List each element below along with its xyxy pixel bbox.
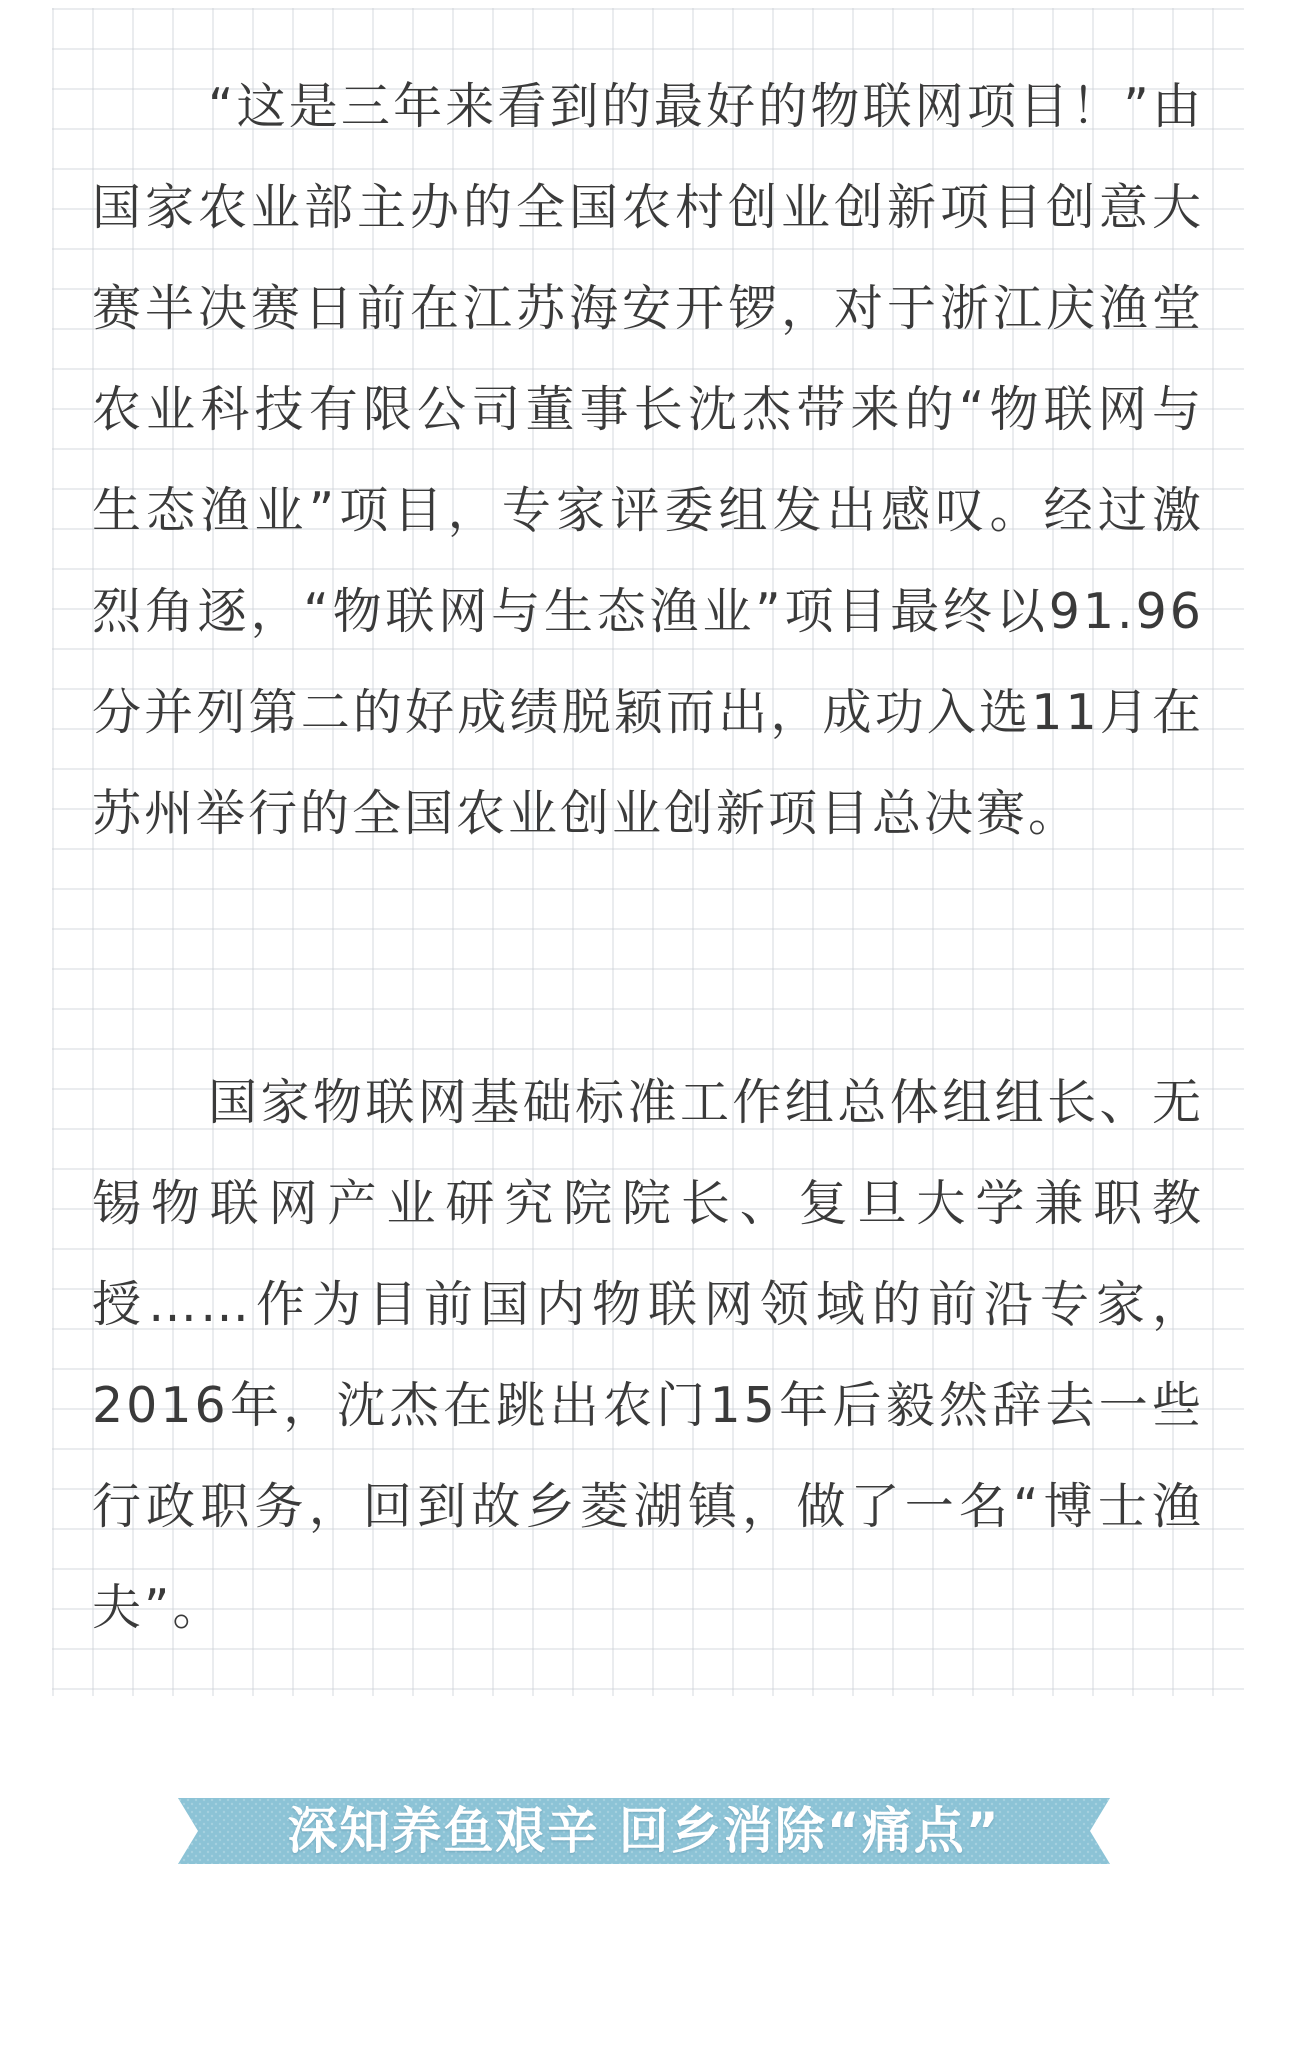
article-paragraph-2: 国家物联网基础标准工作组总体组组长、无锡物联网产业研究院院长、复旦大学兼职教授……作为目前国内物联网领域的前沿专家，2016年，沈杰在跳出农门15年后毅然辞去一些行政职务，回到故乡菱湖镇，做了一名“博士渔夫”。 (92, 1074, 1204, 1636)
article-card (52, 8, 1244, 1696)
article-paragraph-1: “这是三年来看到的最好的物联网项目！”由国家农业部主办的全国农村创业创新项目创意大赛半决赛日前在江苏海安开锣，对于浙江庆渔堂农业科技有限公司董事长沈杰带来的“物联网与生态渔业”项目，专家评委组发出感叹。经过激烈角逐，“物联网与生态渔业”项目最终以91.96分并列第二的好成绩脱颖而出，成功入选11月在苏州举行的全国农业创业创新项目总决赛。 (92, 78, 1204, 842)
section-banner (178, 1798, 1110, 1864)
section-banner-title: 深知养鱼艰辛 回乡消除“痛点” (287, 1802, 1001, 1860)
